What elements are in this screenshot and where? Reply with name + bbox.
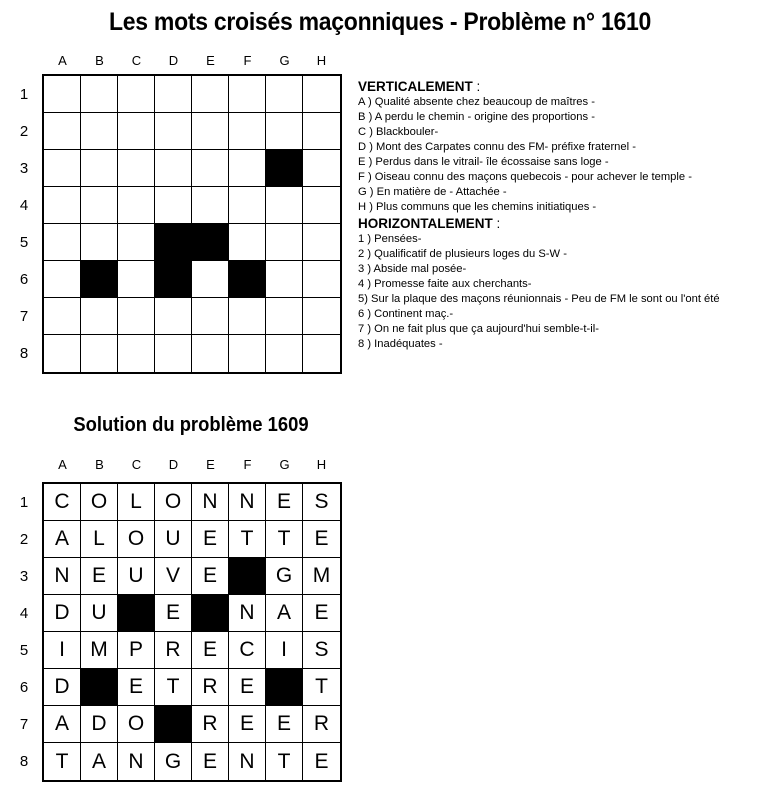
puzzle-row-label-1: 1: [19, 86, 29, 103]
grid-cell[interactable]: [266, 113, 303, 150]
solution-letter: A: [266, 595, 303, 632]
vertical-clues: [358, 95, 758, 215]
horizontal-clues: [358, 232, 758, 352]
solution-row-label-6: 6: [19, 679, 29, 696]
puzzle-col-label-b: B: [95, 53, 104, 68]
grid-cell[interactable]: [303, 335, 340, 372]
vertical-clue: E ) Perdus dans le vitrail- île écossaise sans loge -: [358, 156, 609, 168]
grid-cell[interactable]: [192, 261, 229, 298]
solution-letter: S: [303, 632, 340, 669]
grid-cell[interactable]: [81, 76, 118, 113]
vertical-clue: H ) Plus communs que les chemins initiatiques -: [358, 201, 597, 213]
solution-letter: E: [155, 595, 192, 632]
grid-cell[interactable]: [118, 150, 155, 187]
solution-letter: A: [81, 743, 118, 780]
horizontal-clue: 4 ) Promesse faite aux cherchants-: [358, 278, 532, 290]
solution-letter: C: [44, 484, 81, 521]
solution-letter: O: [81, 484, 118, 521]
solution-letter: T: [44, 743, 81, 780]
puzzle-row-label-7: 7: [19, 308, 29, 325]
grid-cell[interactable]: [303, 76, 340, 113]
grid-cell[interactable]: [81, 335, 118, 372]
puzzle-col-label-a: A: [58, 53, 67, 68]
grid-cell[interactable]: [229, 76, 266, 113]
grid-cell[interactable]: [44, 76, 81, 113]
grid-cell[interactable]: [266, 261, 303, 298]
solution-letter: M: [81, 632, 118, 669]
solution-col-label-d: D: [168, 457, 179, 472]
solution-letter: E: [303, 521, 340, 558]
vertical-clue: F ) Oiseau connu des maçons quebecois - pour achever le temple -: [358, 171, 692, 183]
solution-row-label-5: 5: [19, 642, 29, 659]
grid-cell[interactable]: [266, 76, 303, 113]
solution-letter: C: [229, 632, 266, 669]
solution-row-label-7: 7: [19, 716, 29, 733]
grid-cell[interactable]: [229, 113, 266, 150]
grid-cell[interactable]: [44, 113, 81, 150]
black-square: [155, 261, 192, 298]
solution-letter: N: [192, 484, 229, 521]
solution-letter: N: [229, 595, 266, 632]
solution-letter: U: [118, 558, 155, 595]
solution-letter: R: [192, 669, 229, 706]
puzzle-row-label-3: 3: [19, 160, 29, 177]
solution-letter: E: [192, 558, 229, 595]
grid-cell[interactable]: [155, 113, 192, 150]
grid-cell[interactable]: [266, 224, 303, 261]
grid-cell[interactable]: [44, 335, 81, 372]
grid-cell[interactable]: [303, 298, 340, 335]
grid-cell[interactable]: [44, 224, 81, 261]
black-square: [81, 669, 118, 706]
grid-cell[interactable]: [155, 187, 192, 224]
solution-letter: E: [314, 749, 329, 773]
grid-cell[interactable]: [229, 335, 266, 372]
grid-cell[interactable]: [81, 113, 118, 150]
puzzle-row-label-5: 5: [19, 234, 29, 251]
solution-letter: E: [266, 706, 303, 743]
solution-letter: U: [155, 521, 192, 558]
solution-row-label-1: 1: [19, 494, 29, 511]
grid-cell[interactable]: [81, 150, 118, 187]
grid-cell[interactable]: [303, 150, 340, 187]
solution-letter: N: [229, 743, 266, 780]
horizontal-clue: 7 ) On ne fait plus que ça aujourd'hui semble-t-il-: [358, 323, 599, 335]
puzzle-grid: [42, 74, 342, 374]
black-square: [192, 595, 229, 632]
puzzle-col-label-f: F: [243, 53, 252, 68]
grid-cell[interactable]: [192, 76, 229, 113]
vertical-clue: A ) Qualité absente chez beaucoup de maîtres -: [358, 96, 595, 108]
solution-letter: D: [44, 669, 81, 706]
grid-cell[interactable]: [303, 113, 340, 150]
solution-letter: L: [118, 484, 155, 521]
solution-row-label-8: 8: [19, 753, 29, 770]
solution-letter: E: [192, 521, 229, 558]
solution-letter: R: [303, 706, 340, 743]
solution-col-label-f: F: [243, 457, 252, 472]
solution-letter: L: [81, 521, 118, 558]
solution-letter: T: [155, 669, 192, 706]
solution-letter: N: [44, 558, 81, 595]
vertical-clue: C ) Blackbouler-: [358, 126, 439, 138]
vertical-heading: VERTICALEMENT :: [358, 79, 481, 94]
solution-letter: U: [81, 595, 118, 632]
black-square: [192, 224, 229, 261]
solution-col-label-c: C: [131, 457, 142, 472]
grid-cell[interactable]: [192, 150, 229, 187]
solution-row-label-3: 3: [19, 568, 29, 585]
solution-row-label-2: 2: [19, 531, 29, 548]
solution-letter: N: [118, 743, 155, 780]
puzzle-row-label-8: 8: [19, 345, 29, 362]
solution-letter: E: [229, 706, 266, 743]
solution-letter: G: [155, 743, 192, 780]
clues-panel: [358, 78, 758, 352]
grid-cell[interactable]: [81, 298, 118, 335]
solution-grid: [42, 482, 342, 782]
grid-cell[interactable]: [118, 298, 155, 335]
grid-cell[interactable]: [229, 187, 266, 224]
solution-col-label-h: H: [316, 457, 327, 472]
solution-letter: A: [44, 706, 81, 743]
grid-cell[interactable]: [81, 224, 118, 261]
black-square: [155, 706, 192, 743]
horizontal-clue: 2 ) Qualificatif de plusieurs loges du S-W -: [358, 248, 567, 260]
grid-cell[interactable]: [118, 76, 155, 113]
grid-cell[interactable]: [266, 298, 303, 335]
solution-letter: R: [155, 632, 192, 669]
black-square: [266, 669, 303, 706]
solution-row-label-4: 4: [19, 605, 29, 622]
grid-cell[interactable]: [303, 224, 340, 261]
grid-cell[interactable]: [192, 335, 229, 372]
solution-letter: E: [81, 558, 118, 595]
vertical-clue: D ) Mont des Carpates connu des FM- préfixe fraternel -: [358, 141, 636, 153]
horizontal-clue: 6 ) Continent maç.-: [358, 308, 454, 320]
grid-cell[interactable]: [266, 335, 303, 372]
solution-col-label-a: A: [58, 457, 67, 472]
solution-letter: E: [118, 669, 155, 706]
solution-letter: N: [229, 484, 266, 521]
solution-letter: D: [81, 706, 118, 743]
solution-letter: O: [118, 521, 155, 558]
solution-letter: M: [303, 558, 340, 595]
horizontal-clue: 5) Sur la plaque des maçons réunionnais - Peu de FM le sont ou l'ont été: [358, 293, 720, 305]
solution-letter: R: [192, 706, 229, 743]
grid-cell[interactable]: [229, 298, 266, 335]
solution-letter: I: [266, 632, 303, 669]
puzzle-col-label-g: G: [279, 53, 290, 68]
grid-cell[interactable]: [192, 113, 229, 150]
solution-letter: E: [192, 632, 229, 669]
grid-cell[interactable]: [192, 298, 229, 335]
solution-letter: A: [44, 521, 81, 558]
grid-cell[interactable]: [118, 187, 155, 224]
puzzle-col-label-c: C: [131, 53, 142, 68]
grid-cell[interactable]: [44, 187, 81, 224]
solution-letter: D: [44, 595, 81, 632]
grid-cell[interactable]: [155, 150, 192, 187]
solution-letter: E: [229, 669, 266, 706]
grid-cell[interactable]: [81, 187, 118, 224]
grid-cell[interactable]: [44, 150, 81, 187]
solution-col-label-e: E: [206, 457, 215, 472]
solution-letter: E: [303, 595, 340, 632]
grid-cell[interactable]: [303, 261, 340, 298]
solution-letter: I: [44, 632, 81, 669]
solution-letter: E: [266, 484, 303, 521]
puzzle-col-label-h: H: [316, 53, 327, 68]
grid-cell[interactable]: [118, 335, 155, 372]
grid-cell[interactable]: [155, 298, 192, 335]
black-square: [266, 150, 303, 187]
grid-cell[interactable]: [266, 187, 303, 224]
solution-letter: O: [118, 706, 155, 743]
vertical-clue: G ) En matière de - Attachée -: [358, 186, 507, 198]
solution-letter: T: [266, 521, 303, 558]
grid-cell[interactable]: [118, 224, 155, 261]
black-square: [229, 558, 266, 595]
solution-letter: S: [303, 484, 340, 521]
vertical-clue: B ) A perdu le chemin - origine des proportions -: [358, 111, 595, 123]
puzzle-row-label-6: 6: [19, 271, 29, 288]
solution-letter: O: [155, 484, 192, 521]
puzzle-col-label-e: E: [206, 53, 215, 68]
black-square: [229, 261, 266, 298]
grid-cell[interactable]: [155, 335, 192, 372]
puzzle-row-label-2: 2: [19, 123, 29, 140]
grid-cell[interactable]: [229, 150, 266, 187]
solution-title: Solution du problème 1609: [73, 414, 309, 436]
solution-letter: T: [266, 743, 303, 780]
grid-cell[interactable]: [118, 113, 155, 150]
puzzle-col-label-d: D: [168, 53, 179, 68]
horizontal-clue: 1 ) Pensées-: [358, 233, 422, 245]
page-title: Les mots croisés maçonniques - Problème n° 1610: [108, 8, 652, 36]
black-square: [118, 595, 155, 632]
solution-letter: E: [192, 743, 229, 780]
grid-cell[interactable]: [44, 261, 81, 298]
grid-cell[interactable]: [303, 187, 340, 224]
horizontal-heading: HORIZONTALEMENT :: [358, 216, 501, 231]
solution-col-label-b: B: [95, 457, 104, 472]
puzzle-row-label-4: 4: [19, 197, 29, 214]
solution-letter: P: [118, 632, 155, 669]
grid-cell[interactable]: [44, 298, 81, 335]
grid-cell[interactable]: [192, 187, 229, 224]
grid-cell[interactable]: [155, 76, 192, 113]
black-square: [81, 261, 118, 298]
solution-letter: G: [266, 558, 303, 595]
solution-letter: T: [229, 521, 266, 558]
solution-col-label-g: G: [279, 457, 290, 472]
horizontal-clue: 8 ) Inadéquates -: [358, 338, 443, 350]
grid-cell[interactable]: [229, 224, 266, 261]
solution-letter: V: [155, 558, 192, 595]
black-square: [155, 224, 192, 261]
solution-letter: T: [303, 669, 340, 706]
horizontal-clue: 3 ) Abside mal posée-: [358, 263, 467, 275]
grid-cell[interactable]: [118, 261, 155, 298]
